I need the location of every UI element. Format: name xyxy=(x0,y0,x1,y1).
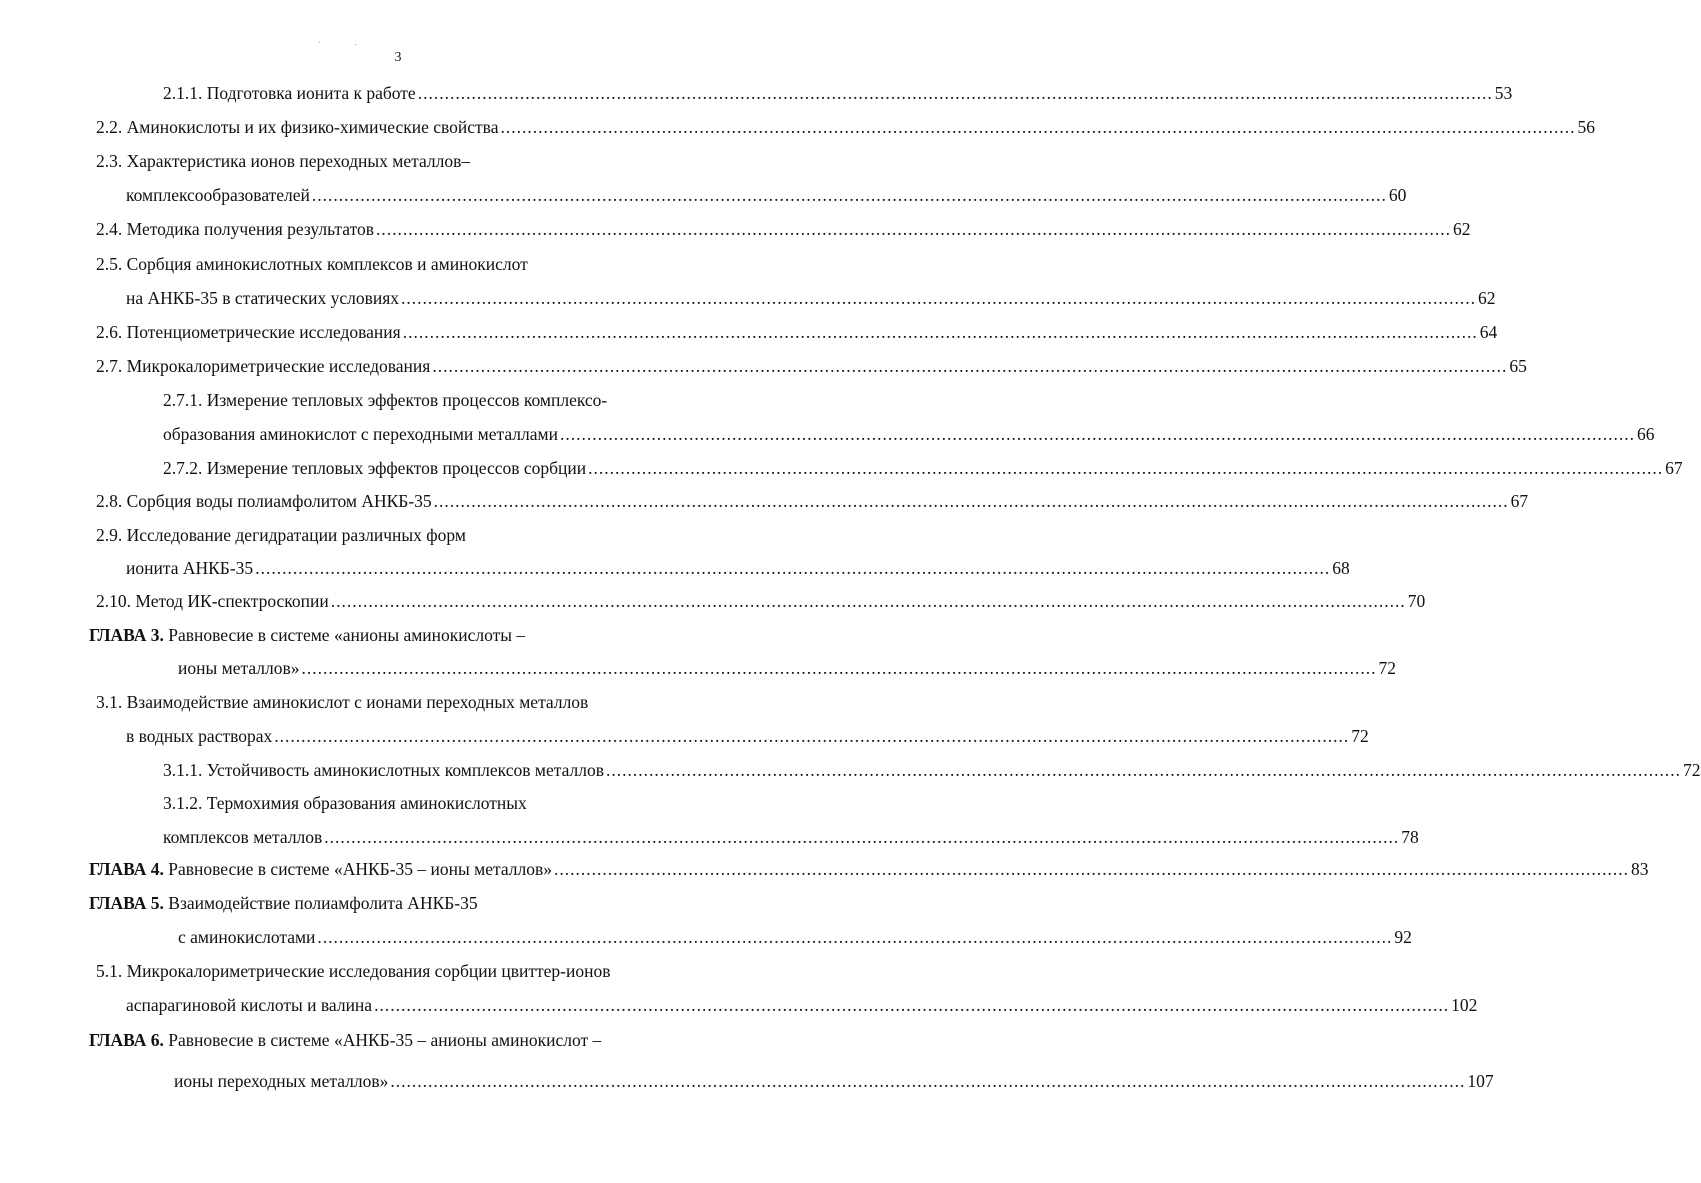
toc-leader-dots: ........................................................................................................................................................................................................ xyxy=(554,859,1629,879)
toc-leader-dots: ........................................................................................................................................................................................................ xyxy=(401,288,1476,308)
toc-page-number: 64 xyxy=(1479,322,1498,342)
toc-leader-dots: ........................................................................................................................................................................................................ xyxy=(324,827,1400,847)
toc-entry-title: комплексообразователей xyxy=(126,185,310,205)
toc-page-number: 78 xyxy=(1401,827,1419,847)
toc-entry-title: ГЛАВА 5. Взаимодействие полиамфолита АНКБ-35 xyxy=(89,893,478,913)
toc-leader-dots: ........................................................................................................................................................................................................ xyxy=(559,424,1635,444)
toc-entry xyxy=(163,792,527,814)
toc-leader-dots: ........................................................................................................................................................................................................ xyxy=(402,322,1478,342)
toc-page-number: 72 xyxy=(1351,726,1369,746)
toc-page-number: 68 xyxy=(1332,558,1350,578)
toc-entry xyxy=(178,657,1396,679)
toc-entry-title: ГЛАВА 6. Равновесие в системе «АНКБ-35 – анионы аминокислот – xyxy=(89,1030,602,1050)
toc-entry-title: 3.1.2. Термохимия образования аминокислотных xyxy=(163,793,527,813)
toc-entry xyxy=(89,624,525,646)
toc-page-number: 53 xyxy=(1494,83,1513,103)
toc-entry-title: 5.1. Микрокалориметрические исследования сорбции цвиттер-ионов xyxy=(96,961,611,981)
toc-leader-dots: ........................................................................................................................................................................................................ xyxy=(376,219,1452,239)
toc-entry-title: 3.1. Взаимодействие аминокислот с ионами переходных металлов xyxy=(96,692,589,712)
toc-entry xyxy=(163,423,1655,445)
toc-entry xyxy=(89,1029,601,1051)
toc-entry xyxy=(96,590,1426,612)
toc-entry xyxy=(96,253,528,275)
toc-entry-title: в водных растворах xyxy=(126,726,273,746)
toc-entry-title: 2.3. Характеристика ионов переходных металлов– xyxy=(96,151,471,171)
toc-entry-title: ионы металлов» xyxy=(178,658,300,678)
toc-entry xyxy=(126,994,1478,1016)
toc-entry xyxy=(89,892,478,914)
toc-entry-title: 2.1.1. Подготовка ионита к работе xyxy=(163,83,416,103)
toc-entry xyxy=(96,524,466,546)
toc-entry xyxy=(174,1070,1494,1092)
toc-page-number: 67 xyxy=(1510,491,1529,511)
toc-entry xyxy=(126,184,1407,206)
toc-entry xyxy=(178,926,1412,948)
toc-leader-dots: ........................................................................................................................................................................................................ xyxy=(374,995,1450,1015)
chapter-label: ГЛАВА 5. xyxy=(89,893,164,913)
toc-entry-title: 2.7. Микрокалориметрические исследования xyxy=(96,356,431,376)
toc-entry-title: образования аминокислот с переходными металлами xyxy=(163,424,558,444)
toc-entry-title: 2.8. Сорбция воды полиамфолитом АНКБ-35 xyxy=(96,491,432,511)
toc-entry-title: аспарагиновой кислоты и валина xyxy=(126,995,373,1015)
toc-entry xyxy=(89,858,1649,880)
toc-entry xyxy=(96,321,1498,343)
toc-entry-title: 2.2. Аминокислоты и их физико-химические свойства xyxy=(96,117,499,137)
toc-entry-title: 2.7.2. Измерение тепловых эффектов процессов сорбции xyxy=(163,458,587,478)
toc-entry xyxy=(96,218,1471,240)
toc-leader-dots: ........................................................................................................................................................................................................ xyxy=(301,658,1377,678)
toc-page-number: 62 xyxy=(1478,288,1496,308)
chapter-label: ГЛАВА 4. xyxy=(89,859,164,879)
toc-page-number: 102 xyxy=(1451,995,1478,1015)
toc-page-number: 62 xyxy=(1453,219,1471,239)
chapter-label: ГЛАВА 3. xyxy=(89,625,164,645)
scan-specks: · . xyxy=(318,38,373,47)
page-number: 3 xyxy=(394,50,402,65)
toc-entry-title: ионы переходных металлов» xyxy=(174,1071,389,1091)
toc-entry xyxy=(96,960,610,982)
toc-entry xyxy=(163,457,1683,479)
toc-entry xyxy=(163,389,607,411)
toc-leader-dots: ........................................................................................................................................................................................................ xyxy=(317,927,1393,947)
toc-entry xyxy=(163,82,1513,104)
toc-leader-dots: ........................................................................................................................................................................................................ xyxy=(330,591,1406,611)
toc-entry xyxy=(96,691,588,713)
toc-leader-dots: ........................................................................................................................................................................................................ xyxy=(433,491,1509,511)
toc-entry-title: 2.7.1. Измерение тепловых эффектов процессов комплексо- xyxy=(163,390,608,410)
toc-entry-title: 3.1.1. Устойчивость аминокислотных комплексов металлов xyxy=(163,760,605,780)
toc-leader-dots: ........................................................................................................................................................................................................ xyxy=(390,1071,1466,1091)
toc-page-number: 72 xyxy=(1378,658,1396,678)
toc-page-number: 67 xyxy=(1665,458,1683,478)
toc-page-number: 66 xyxy=(1636,424,1655,444)
toc-entry xyxy=(96,116,1595,138)
toc-entry-title: ионита АНКБ-35 xyxy=(126,558,254,578)
toc-entry-title: 2.5. Сорбция аминокислотных комплексов и аминокислот xyxy=(96,254,528,274)
toc-page-number: 56 xyxy=(1577,117,1595,137)
toc-entry xyxy=(96,150,470,172)
toc-entry xyxy=(126,557,1350,579)
toc-leader-dots: ........................................................................................................................................................................................................ xyxy=(417,83,1493,103)
toc-entry-title: комплексов металлов xyxy=(163,827,323,847)
toc-entry-title: 2.9. Исследование дегидратации различных форм xyxy=(96,525,466,545)
toc-entry xyxy=(163,826,1419,848)
chapter-label: ГЛАВА 6. xyxy=(89,1030,164,1050)
toc-leader-dots: ........................................................................................................................................................................................................ xyxy=(311,185,1387,205)
toc-entry-title: ГЛАВА 3. Равновесие в системе «анионы аминокислоты – xyxy=(89,625,526,645)
toc-entry-title: с аминокислотами xyxy=(178,927,316,947)
toc-leader-dots: ........................................................................................................................................................................................................ xyxy=(255,558,1331,578)
toc-entry-title: ГЛАВА 4. Равновесие в системе «АНКБ-35 – ионы металлов» xyxy=(89,859,552,879)
toc-leader-dots: ........................................................................................................................................................................................................ xyxy=(500,117,1576,137)
toc-entry-title: на АНКБ-35 в статических условиях xyxy=(126,288,399,308)
toc-page-number: 83 xyxy=(1631,859,1649,879)
toc-entry-title: 2.4. Методика получения результатов xyxy=(96,219,375,239)
toc-entry xyxy=(126,725,1369,747)
toc-entry xyxy=(96,490,1529,512)
toc-page-number: 92 xyxy=(1394,927,1412,947)
toc-page-number: 60 xyxy=(1388,185,1407,205)
toc-entry xyxy=(96,355,1527,377)
toc-page-number: 70 xyxy=(1407,591,1426,611)
toc-page-number: 107 xyxy=(1467,1071,1494,1091)
toc-entry xyxy=(163,759,1701,781)
toc-leader-dots: ........................................................................................................................................................................................................ xyxy=(432,356,1508,376)
toc-entry xyxy=(126,287,1496,309)
toc-entry-title: 2.6. Потенциометрические исследования xyxy=(96,322,401,342)
toc-leader-dots: ........................................................................................................................................................................................................ xyxy=(274,726,1350,746)
toc-leader-dots: ........................................................................................................................................................................................................ xyxy=(588,458,1664,478)
toc-page-number: 65 xyxy=(1509,356,1527,376)
toc-entry-title: 2.10. Метод ИК-спектроскопии xyxy=(96,591,329,611)
toc-leader-dots: ........................................................................................................................................................................................................ xyxy=(606,760,1682,780)
toc-page-number: 72 xyxy=(1683,760,1701,780)
